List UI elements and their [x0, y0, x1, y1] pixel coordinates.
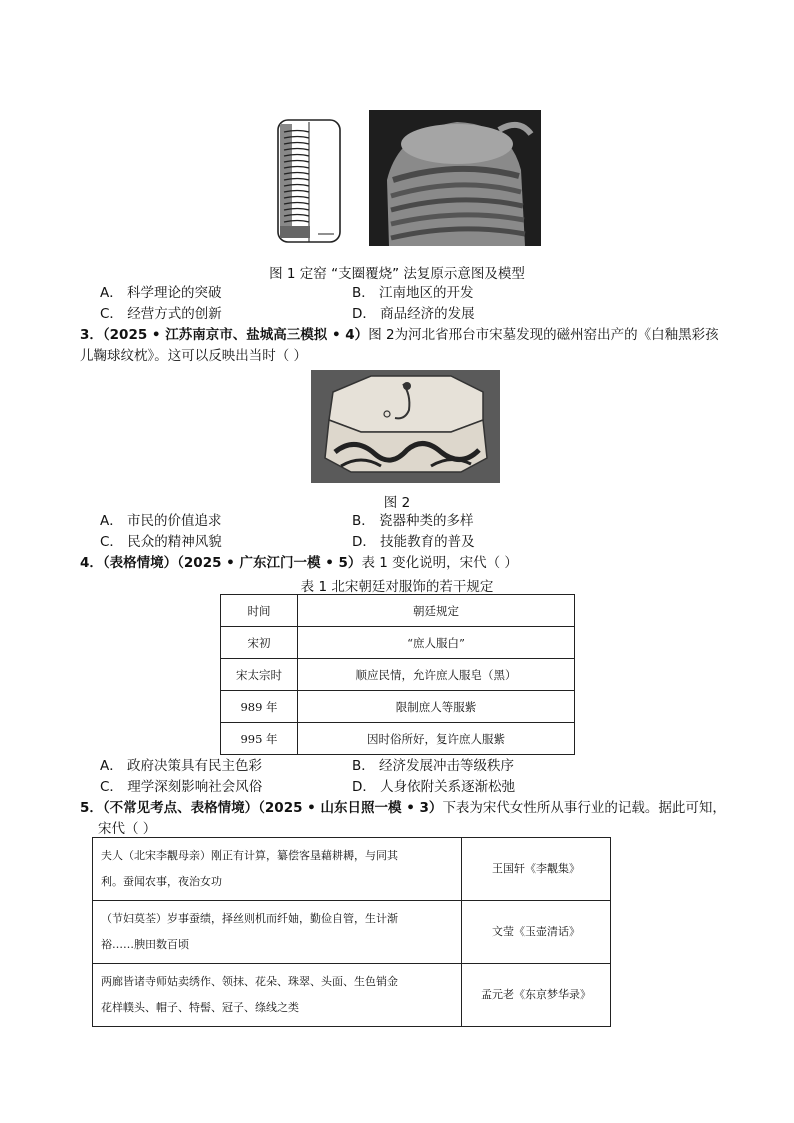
question-5-source: （不常见考点、表格情境）（2025 • 山东日照一模 • 3）	[102, 800, 443, 816]
table-row	[93, 901, 611, 964]
table-cell-line: （节妇莫荃）岁事蚕绩，择丝则机而纤妯，勤俭自管，生计渐	[101, 912, 398, 925]
table-row	[221, 723, 575, 755]
question-4-source: （表格情境）（2025 • 广东江门一模 • 5）	[102, 555, 362, 571]
table-row	[221, 595, 575, 627]
table-cell-source: 文莹《玉壶清话》	[462, 901, 611, 964]
table-cell: “庶人服白”	[298, 627, 575, 659]
table-cell: 因时俗所好，复许庶人服紫	[298, 723, 575, 755]
q3-option-b[interactable]: B． 瓷器种类的多样	[352, 513, 474, 529]
table-cell-source: 王国轩《李觏集》	[462, 838, 611, 901]
q2-option-d[interactable]: D． 商品经济的发展	[352, 306, 475, 322]
table-cell	[93, 964, 462, 1027]
q3-option-d[interactable]: D． 技能教育的普及	[352, 534, 475, 550]
kiln-model-photo	[369, 110, 541, 246]
question-4-number: 4．	[80, 555, 103, 571]
table-1	[220, 594, 575, 755]
figure-2-caption: 图 2	[383, 495, 411, 511]
table-cell	[93, 838, 462, 901]
table-cell: 995 年	[221, 723, 298, 755]
q4-option-d[interactable]: D． 人身依附关系逐渐松弛	[352, 779, 516, 795]
figure-1-caption: 图 1 定窑 “支圈覆烧” 法复原示意图及模型	[269, 266, 525, 282]
table-1-title: 表 1 北宋朝廷对服饰的若干规定	[300, 579, 494, 595]
question-4	[80, 553, 730, 574]
question-3-source: （2025 • 江苏南京市、盐城高三模拟 • 4）	[102, 327, 369, 343]
question-3	[80, 325, 730, 367]
table-row	[221, 659, 575, 691]
q3-option-c[interactable]: C． 民众的精神风貌	[100, 534, 222, 550]
q4-option-b[interactable]: B． 经济发展冲击等级秩序	[352, 758, 515, 774]
table-cell-source: 孟元老《东京梦华录》	[462, 964, 611, 1027]
table-cell-line: 两廊皆诸寺师姑卖绣作、领抹、花朵、珠翠、头面、生色销金	[101, 975, 398, 988]
question-5-text-line1: 下表为宋代女性所从事行业的记载。据此可知，	[442, 800, 726, 816]
question-4-text: 表 1 变化说明，宋代（ ）	[361, 555, 518, 571]
question-5-text-line2: 宋代（ ）	[98, 821, 157, 837]
table-cell	[93, 901, 462, 964]
table-row	[221, 691, 575, 723]
table-header-rule: 朝廷规定	[298, 595, 575, 627]
table-row	[93, 964, 611, 1027]
table-cell-line: 裕……腴田数百顷	[101, 938, 189, 951]
table-cell: 989 年	[221, 691, 298, 723]
table-cell: 宋太宗时	[221, 659, 298, 691]
table-row	[221, 627, 575, 659]
question-5	[80, 798, 730, 840]
question-3-text-line2: 儿鞠球纹枕》。这可以反映出当时（ ）	[80, 348, 308, 364]
table-cell-line: 夫人（北宋李觏母亲）刚正有计算，纂偿客垦藉耕耨，与同其	[101, 849, 398, 862]
table-row	[93, 838, 611, 901]
question-3-text-line1: 图 2为河北省邢台市宋墓发现的磁州窑出产的《白釉黑彩孩	[368, 327, 719, 343]
kiln-schematic-diagram	[272, 118, 344, 246]
q3-option-a[interactable]: A． 市民的价值追求	[100, 513, 222, 529]
table-cell: 宋初	[221, 627, 298, 659]
table-2	[92, 837, 611, 1027]
question-5-number: 5．	[80, 800, 103, 816]
table-cell: 顺应民情，允许庶人服皂（黑）	[298, 659, 575, 691]
q4-option-c[interactable]: C． 理学深刻影响社会风俗	[100, 779, 263, 795]
q4-option-a[interactable]: A． 政府决策具有民主色彩	[100, 758, 263, 774]
question-3-number: 3．	[80, 327, 103, 343]
q2-option-a[interactable]: A． 科学理论的突破	[100, 285, 222, 301]
q2-option-b[interactable]: B． 江南地区的开发	[352, 285, 474, 301]
table-cell-line: 利。蚕闻农事，夜治女功	[101, 875, 222, 888]
table-cell: 限制庶人等服紫	[298, 691, 575, 723]
table-cell-line: 花样幞头、帽子、特髻、冠子、绦线之类	[101, 1001, 299, 1014]
ceramic-pillow-photo	[311, 370, 500, 483]
q2-option-c[interactable]: C． 经营方式的创新	[100, 306, 222, 322]
table-header-time: 时间	[221, 595, 298, 627]
